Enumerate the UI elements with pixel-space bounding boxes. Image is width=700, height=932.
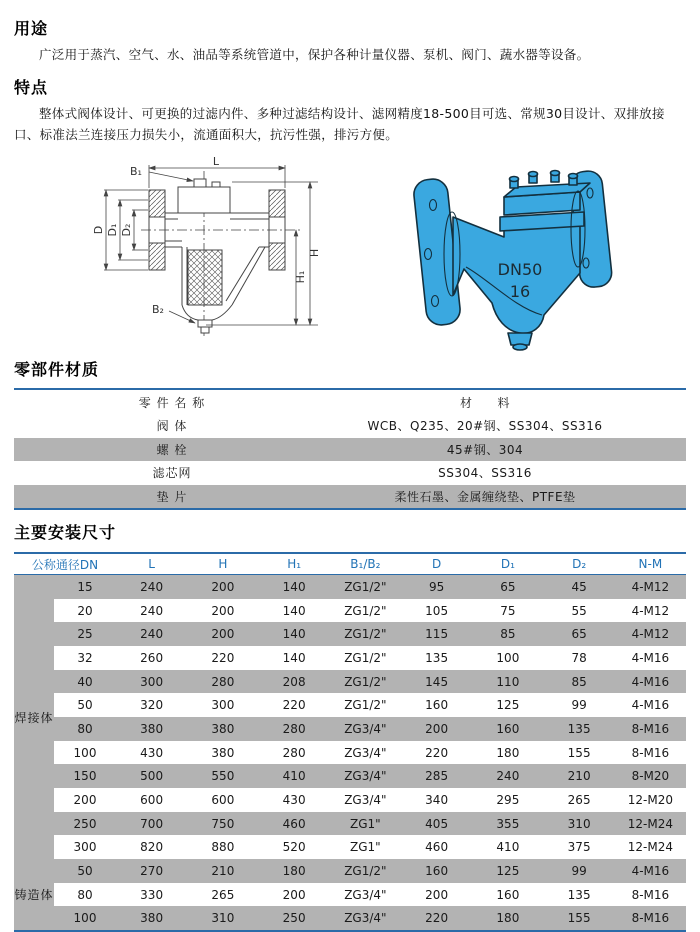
dimensions-table-row xyxy=(54,717,686,741)
cell-h1: 208 xyxy=(282,674,306,689)
materials-table xyxy=(14,388,686,510)
cell-dn: 100 xyxy=(73,745,97,760)
valve-pn-label: 16 xyxy=(509,282,531,301)
cell-d1: 65 xyxy=(500,579,516,594)
cell-d2: 99 xyxy=(571,863,587,878)
dimensions-table-row xyxy=(54,812,686,836)
cell-d: 220 xyxy=(425,911,449,926)
cell-d1: 180 xyxy=(496,745,520,760)
cell-b1b2: ZG1" xyxy=(350,840,381,855)
cell-l: 330 xyxy=(140,887,164,902)
cell-dn: 80 xyxy=(77,721,93,736)
materials-table-row xyxy=(14,485,686,509)
cell-d2: 85 xyxy=(571,674,587,689)
label-D2: D₂ xyxy=(120,223,133,237)
materials-table-body xyxy=(14,414,686,508)
cell-nm: 4-M16 xyxy=(631,650,670,665)
cell-nm: 4-M12 xyxy=(631,579,670,594)
cell-d2: 265 xyxy=(567,792,591,807)
cell-h: 880 xyxy=(211,840,235,855)
cell-d1: 295 xyxy=(496,792,520,807)
cell-d: 285 xyxy=(425,769,449,784)
cell-l: 240 xyxy=(140,603,164,618)
dimensions-table-row xyxy=(54,622,686,646)
cell-d1: 160 xyxy=(496,887,520,902)
features-text: 整体式阀体设计、可更换的过滤内件、多种过滤结构设计、滤网精度18-500目可选、常规30目设计、双排放接口、标准法兰连接压力损失小，流通面积大，抗污性强，排污方便。 xyxy=(14,106,665,142)
cell-h1: 410 xyxy=(282,769,306,784)
cell-l: 240 xyxy=(140,627,164,642)
cell-l: 500 xyxy=(140,769,164,784)
col-header-d: D xyxy=(432,557,442,571)
group-label-cast: 铸造体 xyxy=(14,888,54,902)
valve-dn-label: DN50 xyxy=(497,260,543,279)
cell-d1: 85 xyxy=(500,627,516,642)
col-header-d1: D₁ xyxy=(500,557,515,571)
cell-d: 460 xyxy=(425,840,449,855)
materials-header-part: 零 件 名 称 xyxy=(138,395,206,410)
col-header-nm: N-M xyxy=(638,557,663,571)
cell-dn: 40 xyxy=(77,674,93,689)
cell-b1b2: ZG3/4" xyxy=(344,792,387,807)
cell-b1b2: ZG1" xyxy=(350,816,381,831)
col-header-l: L xyxy=(148,557,155,571)
dimensions-table-body xyxy=(14,575,686,930)
cell-h1: 250 xyxy=(282,911,306,926)
cell-d1: 75 xyxy=(500,603,516,618)
dimensions-table-row xyxy=(54,670,686,694)
cell-h1: 430 xyxy=(282,792,306,807)
cell-dn: 200 xyxy=(73,792,97,807)
materials-table-row xyxy=(14,438,686,462)
body-type-column xyxy=(14,575,54,930)
cell-d: 160 xyxy=(425,863,449,878)
figures-row xyxy=(14,155,686,347)
label-L: L xyxy=(212,155,220,168)
cell-h: 310 xyxy=(211,911,235,926)
cell-nm: 8-M16 xyxy=(631,745,670,760)
cell-h: 220 xyxy=(211,650,235,665)
dimensions-table-row xyxy=(54,646,686,670)
cell-d: 220 xyxy=(425,745,449,760)
cell-l: 430 xyxy=(140,745,164,760)
cell-l: 700 xyxy=(140,816,164,831)
cell-h: 600 xyxy=(211,792,235,807)
label-D: D xyxy=(92,225,105,235)
cell-h1: 140 xyxy=(282,650,306,665)
cell-nm: 8-M20 xyxy=(631,769,670,784)
cell-l: 270 xyxy=(140,863,164,878)
cell-l: 240 xyxy=(140,579,164,594)
dimensions-table-row xyxy=(54,906,686,930)
dimensions-table xyxy=(14,552,686,932)
dimensions-table-row xyxy=(54,788,686,812)
cell-nm: 8-M16 xyxy=(631,911,670,926)
cell-d2: 375 xyxy=(567,840,591,855)
strainer-body-outline xyxy=(141,171,301,336)
cell-h: 200 xyxy=(211,579,235,594)
features-heading: 特点 xyxy=(14,78,49,97)
cell-d2: 135 xyxy=(567,887,591,902)
cell-nm: 4-M12 xyxy=(631,627,670,642)
cell-d1: 110 xyxy=(496,674,520,689)
cell-d2: 155 xyxy=(567,911,591,926)
cell-b1b2: ZG1/2" xyxy=(344,627,387,642)
cell-dn: 100 xyxy=(73,911,97,926)
strainer-dimension-drawing xyxy=(56,155,386,347)
cell-d: 115 xyxy=(425,627,449,642)
cell-h1: 220 xyxy=(282,698,306,713)
cell-h1: 460 xyxy=(282,816,306,831)
cell-h1: 140 xyxy=(282,627,306,642)
materials-table-row xyxy=(14,461,686,485)
cell-nm: 4-M16 xyxy=(631,863,670,878)
label-B2: B₂ xyxy=(152,303,164,316)
cell-nm: 12-M20 xyxy=(627,792,673,807)
cell-dn: 50 xyxy=(77,698,93,713)
cell-d2: 55 xyxy=(571,603,587,618)
cell-h1: 280 xyxy=(282,721,306,736)
cell-d: 200 xyxy=(425,887,449,902)
cell-d1: 160 xyxy=(496,721,520,736)
part-name: 垫 片 xyxy=(156,489,188,504)
cell-d2: 210 xyxy=(567,769,591,784)
cell-d1: 355 xyxy=(496,816,520,831)
cell-nm: 4-M12 xyxy=(631,603,670,618)
cell-d1: 240 xyxy=(496,769,520,784)
cell-h: 300 xyxy=(211,698,235,713)
cell-nm: 8-M16 xyxy=(631,721,670,736)
dimensions-table-row xyxy=(54,599,686,623)
cell-l: 300 xyxy=(140,674,164,689)
cell-d: 135 xyxy=(425,650,449,665)
dimensions-heading: 主要安装尺寸 xyxy=(14,523,117,542)
cell-dn: 300 xyxy=(73,840,97,855)
col-header-d2: D₂ xyxy=(572,557,587,571)
cell-d: 200 xyxy=(425,721,449,736)
cell-d2: 65 xyxy=(571,627,587,642)
cell-d2: 155 xyxy=(567,745,591,760)
usage-heading: 用途 xyxy=(14,19,49,38)
cell-b1b2: ZG3/4" xyxy=(344,887,387,902)
cell-l: 820 xyxy=(140,840,164,855)
materials-header-material: 材 料 xyxy=(459,395,510,410)
cell-dn: 15 xyxy=(77,579,93,594)
cell-dn: 25 xyxy=(77,627,93,642)
col-header-dn: 公称通径DN xyxy=(31,557,99,572)
label-D1: D₁ xyxy=(106,223,119,237)
part-material: 45#钢、304 xyxy=(446,442,524,457)
cell-dn: 20 xyxy=(77,603,93,618)
materials-table-row xyxy=(14,414,686,438)
cell-d: 405 xyxy=(425,816,449,831)
cell-h: 380 xyxy=(211,745,235,760)
cell-l: 600 xyxy=(140,792,164,807)
cell-b1b2: ZG1/2" xyxy=(344,603,387,618)
cell-l: 380 xyxy=(140,721,164,736)
cell-b1b2: ZG1/2" xyxy=(344,650,387,665)
cell-d2: 78 xyxy=(571,650,587,665)
cell-d2: 310 xyxy=(567,816,591,831)
cell-l: 320 xyxy=(140,698,164,713)
cell-dn: 32 xyxy=(77,650,93,665)
cell-b1b2: ZG1/2" xyxy=(344,674,387,689)
cell-b1b2: ZG1/2" xyxy=(344,579,387,594)
cell-d1: 180 xyxy=(496,911,520,926)
cell-h1: 180 xyxy=(282,863,306,878)
cell-nm: 12-M24 xyxy=(627,840,673,855)
cell-h: 200 xyxy=(211,627,235,642)
part-name: 螺 栓 xyxy=(156,442,188,457)
cell-b1b2: ZG3/4" xyxy=(344,911,387,926)
dimensions-table-row xyxy=(54,883,686,907)
cell-l: 380 xyxy=(140,911,164,926)
label-B1: B₁ xyxy=(130,165,142,178)
part-name: 滤芯网 xyxy=(152,466,192,481)
cell-dn: 80 xyxy=(77,887,93,902)
cell-d2: 135 xyxy=(567,721,591,736)
cell-nm: 4-M16 xyxy=(631,674,670,689)
dimensions-table-row xyxy=(54,764,686,788)
usage-text: 广泛用于蒸汽、空气、水、油品等系统管道中，保护各种计量仪器、泵机、阀门、蔬水器等设备。 xyxy=(39,47,590,62)
cell-d: 105 xyxy=(425,603,449,618)
dimensions-table-row xyxy=(54,859,686,883)
cell-dn: 50 xyxy=(77,863,93,878)
dimensions-rows xyxy=(54,575,686,930)
cell-d: 340 xyxy=(425,792,449,807)
cell-l: 260 xyxy=(140,650,164,665)
cell-b1b2: ZG3/4" xyxy=(344,769,387,784)
dimensions-table-row xyxy=(54,741,686,765)
col-header-h: H xyxy=(218,557,228,571)
cell-d1: 410 xyxy=(496,840,520,855)
strainer-product-image xyxy=(392,157,642,357)
materials-table-header xyxy=(14,390,686,414)
cell-h: 550 xyxy=(211,769,235,784)
cell-h1: 140 xyxy=(282,579,306,594)
cell-b1b2: ZG3/4" xyxy=(344,745,387,760)
dimensions-table-header xyxy=(14,554,686,575)
cell-d1: 100 xyxy=(496,650,520,665)
part-material: SS304、SS316 xyxy=(438,466,532,481)
cell-nm: 8-M16 xyxy=(631,887,670,902)
group-label-welded: 焊接体 xyxy=(14,710,54,725)
col-header-h1: H₁ xyxy=(287,557,302,571)
cell-h1: 200 xyxy=(282,887,306,902)
dimensions-table-row xyxy=(54,693,686,717)
dimensions-table-row xyxy=(54,835,686,859)
cell-d1: 125 xyxy=(496,863,520,878)
cell-d: 95 xyxy=(428,579,445,594)
cell-h1: 140 xyxy=(282,603,306,618)
cell-dn: 150 xyxy=(73,769,97,784)
dimensions-table-row xyxy=(54,575,686,599)
cell-h1: 280 xyxy=(282,745,306,760)
cell-d2: 45 xyxy=(571,579,587,594)
cell-b1b2: ZG1/2" xyxy=(344,863,387,878)
cell-h1: 520 xyxy=(282,840,306,855)
cell-d1: 125 xyxy=(496,698,520,713)
label-H1: H₁ xyxy=(294,270,307,284)
cell-d: 160 xyxy=(425,698,449,713)
label-H: H xyxy=(308,248,321,258)
cell-h: 200 xyxy=(211,603,235,618)
col-header-b1b2: B₁/B₂ xyxy=(350,557,381,571)
cell-h: 280 xyxy=(211,674,235,689)
cell-dn: 250 xyxy=(73,816,97,831)
cell-h: 380 xyxy=(211,721,235,736)
part-name: 阀 体 xyxy=(156,419,188,434)
materials-heading: 零部件材质 xyxy=(14,360,100,379)
cell-nm: 12-M24 xyxy=(627,816,673,831)
cell-d: 145 xyxy=(425,674,449,689)
cell-h: 210 xyxy=(211,863,235,878)
cell-b1b2: ZG3/4" xyxy=(344,721,387,736)
part-material: WCB、Q235、20#钢、SS304、SS316 xyxy=(367,419,603,434)
cell-h: 265 xyxy=(211,887,235,902)
cell-b1b2: ZG1/2" xyxy=(344,698,387,713)
part-material: 柔性石墨、金属缠绕垫、PTFE垫 xyxy=(394,489,576,504)
cell-h: 750 xyxy=(211,816,235,831)
cell-d2: 99 xyxy=(571,698,587,713)
cell-nm: 4-M16 xyxy=(631,698,670,713)
